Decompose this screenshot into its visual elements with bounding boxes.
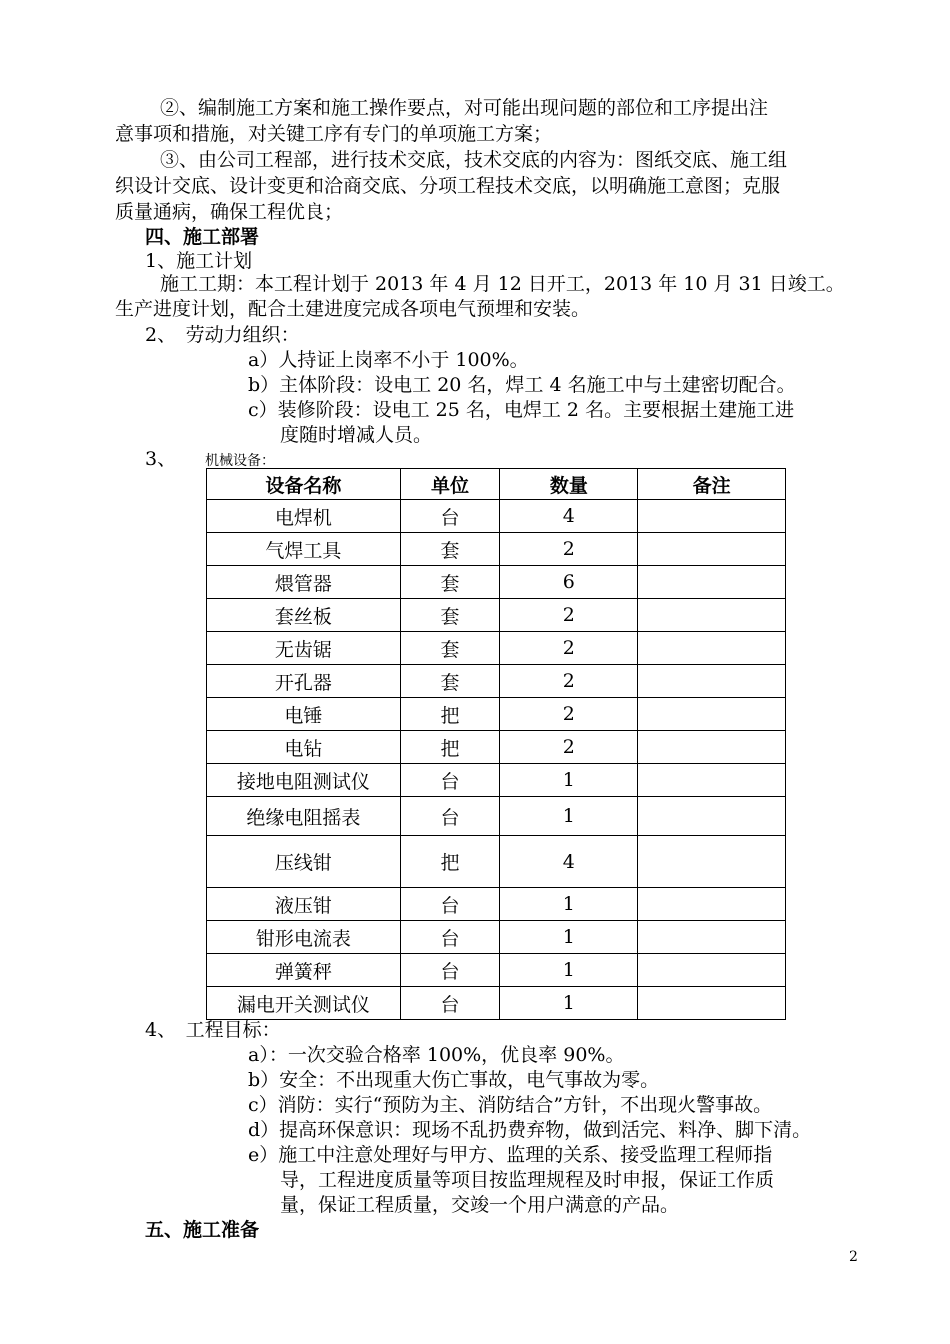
labor-item-b: b）主体阶段：设电工 20 名，焊工 4 名施工中与土建密切配合。: [248, 374, 796, 396]
cell-unit: 台: [400, 921, 500, 954]
cell-quantity: 4: [500, 836, 638, 888]
header-unit: 单位: [400, 469, 500, 500]
goals-item-a: a）：一次交验合格率 100%，优良率 90%。: [248, 1044, 625, 1066]
goals-item-e-line-2: 导，工程进度质量等项目按监理规程及时申报，保证工作质: [280, 1169, 775, 1191]
cell-remarks: [638, 764, 786, 797]
labor-heading: 2、 劳动力组织：: [145, 324, 300, 346]
cell-name: 电锤: [207, 698, 401, 731]
cell-unit: 套: [400, 533, 500, 566]
table-row: [207, 500, 786, 533]
header-remarks: 备注: [638, 469, 786, 500]
table-row: [207, 533, 786, 566]
cell-remarks: [638, 888, 786, 921]
goals-item-e-line-1: e）施工中注意处理好与甲方、监理的关系、接受监理工程师指: [248, 1144, 773, 1166]
cell-name: 套丝板: [207, 599, 401, 632]
cell-unit: 套: [400, 599, 500, 632]
plan-heading: 1、施工计划: [145, 250, 253, 272]
cell-name: 开孔器: [207, 665, 401, 698]
header-quantity: 数量: [500, 469, 638, 500]
cell-name: 煨管器: [207, 566, 401, 599]
cell-remarks: [638, 665, 786, 698]
page-number: 2: [849, 1249, 858, 1265]
cell-unit: 台: [400, 954, 500, 987]
cell-remarks: [638, 954, 786, 987]
cell-unit: 台: [400, 797, 500, 836]
table-row: [207, 888, 786, 921]
goals-heading: 4、 工程目标：: [145, 1019, 281, 1041]
cell-unit: 套: [400, 632, 500, 665]
cell-quantity: 6: [500, 566, 638, 599]
paragraph-disclosure-line-2: 织设计交底、设计变更和洽商交底、分项工程技术交底，以明确施工意图；克服: [115, 175, 781, 197]
cell-name: 电钻: [207, 731, 401, 764]
cell-unit: 台: [400, 987, 500, 1020]
cell-name: 压线钳: [207, 836, 401, 888]
cell-unit: 台: [400, 500, 500, 533]
cell-quantity: 2: [500, 665, 638, 698]
cell-remarks: [638, 566, 786, 599]
table-row: [207, 921, 786, 954]
table-row: [207, 954, 786, 987]
cell-quantity: 1: [500, 987, 638, 1020]
table-row: [207, 797, 786, 836]
cell-remarks: [638, 836, 786, 888]
cell-quantity: 2: [500, 599, 638, 632]
cell-unit: 把: [400, 698, 500, 731]
cell-quantity: 2: [500, 533, 638, 566]
cell-unit: 套: [400, 566, 500, 599]
cell-remarks: [638, 797, 786, 836]
cell-quantity: 2: [500, 632, 638, 665]
table-row: [207, 698, 786, 731]
labor-item-c-line-2: 度随时增减人员。: [280, 424, 433, 446]
cell-name: 电焊机: [207, 500, 401, 533]
cell-name: 绝缘电阻摇表: [207, 797, 401, 836]
cell-name: 漏电开关测试仪: [207, 987, 401, 1020]
cell-name: 无齿锯: [207, 632, 401, 665]
cell-quantity: 2: [500, 731, 638, 764]
cell-remarks: [638, 632, 786, 665]
labor-item-a: a）人持证上岗率不小于 100%。: [248, 349, 529, 371]
equipment-table-header-row: [207, 469, 786, 500]
plan-line-1: 施工工期：本工程计划于 2013 年 4 月 12 日开工，2013 年 10 月 31 日竣工。: [160, 273, 845, 295]
cell-unit: 套: [400, 665, 500, 698]
table-row: [207, 731, 786, 764]
plan-line-2: 生产进度计划，配合土建进度完成各项电气预埋和安装。: [115, 298, 591, 320]
cell-remarks: [638, 987, 786, 1020]
table-row: [207, 665, 786, 698]
cell-unit: 台: [400, 888, 500, 921]
goals-item-c: c）消防：实行“预防为主、消防结合”方针，不出现火警事故。: [248, 1094, 773, 1116]
cell-quantity: 1: [500, 888, 638, 921]
table-row: [207, 836, 786, 888]
cell-name: 弹簧秤: [207, 954, 401, 987]
cell-quantity: 4: [500, 500, 638, 533]
header-equipment-name: 设备名称: [207, 469, 401, 500]
cell-quantity: 2: [500, 698, 638, 731]
cell-unit: 把: [400, 836, 500, 888]
equipment-number: 3、: [145, 448, 177, 470]
cell-name: 接地电阻测试仪: [207, 764, 401, 797]
table-row: [207, 987, 786, 1020]
cell-name: 气焊工具: [207, 533, 401, 566]
table-row: [207, 632, 786, 665]
cell-unit: 台: [400, 764, 500, 797]
cell-remarks: [638, 698, 786, 731]
cell-remarks: [638, 599, 786, 632]
cell-remarks: [638, 731, 786, 764]
cell-name: 钳形电流表: [207, 921, 401, 954]
paragraph-disclosure-line-1: ③、由公司工程部，进行技术交底，技术交底的内容为：图纸交底、施工组: [160, 149, 788, 171]
cell-remarks: [638, 921, 786, 954]
table-row: [207, 599, 786, 632]
cell-name: 液压钳: [207, 888, 401, 921]
labor-item-c-line-1: c）装修阶段：设电工 25 名，电焊工 2 名。主要根据土建施工进: [248, 399, 795, 421]
table-row: [207, 764, 786, 797]
goals-item-b: b）安全：不出现重大伤亡事故，电气事故为零。: [248, 1069, 660, 1091]
cell-quantity: 1: [500, 797, 638, 836]
cell-quantity: 1: [500, 764, 638, 797]
goals-item-d: d）提高环保意识：现场不乱扔费弃物，做到活完、料净、脚下清。: [248, 1119, 812, 1141]
goals-item-e-line-3: 量，保证工程质量，交竣一个用户满意的产品。: [280, 1194, 680, 1216]
equipment-table: [206, 468, 786, 1020]
cell-quantity: 1: [500, 921, 638, 954]
cell-unit: 把: [400, 731, 500, 764]
equipment-label: 机械设备：: [205, 453, 275, 469]
section-5-title: 五、施工准备: [145, 1219, 260, 1241]
paragraph-measures-line-1: ②、编制施工方案和施工操作要点，对可能出现问题的部位和工序提出注: [160, 97, 769, 119]
section-4-title: 四、施工部署: [145, 226, 260, 248]
cell-quantity: 1: [500, 954, 638, 987]
table-row: [207, 566, 786, 599]
paragraph-disclosure-line-3: 质量通病，确保工程优良；: [115, 201, 344, 223]
cell-remarks: [638, 500, 786, 533]
paragraph-measures-line-2: 意事项和措施，对关键工序有专门的单项施工方案；: [115, 123, 553, 145]
cell-remarks: [638, 533, 786, 566]
